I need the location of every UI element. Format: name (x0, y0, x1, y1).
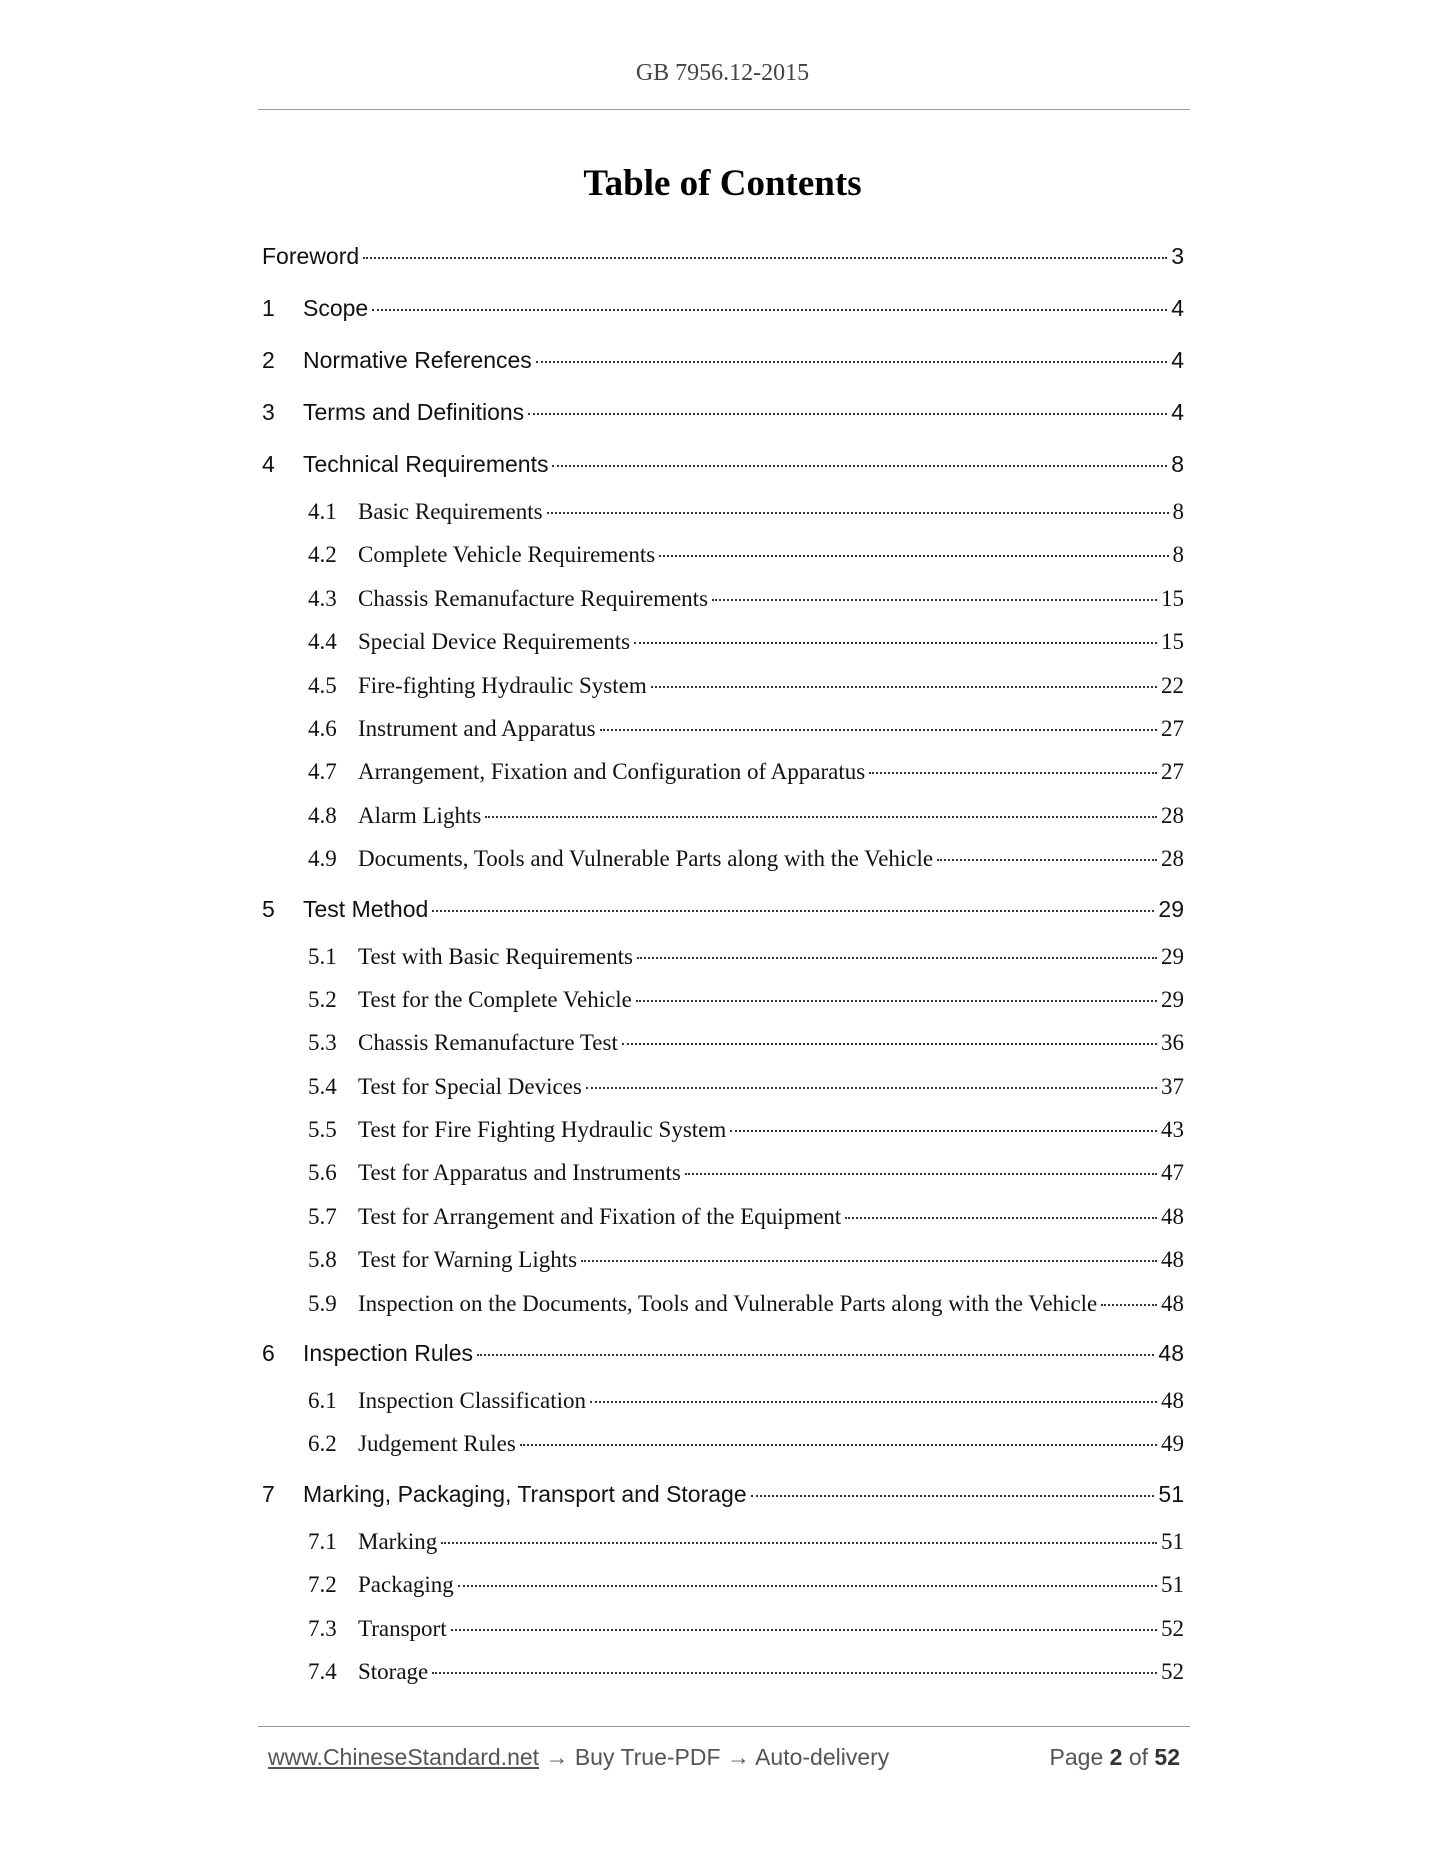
dot-leader (600, 728, 1157, 731)
toc-entry-title: Inspection on the Documents, Tools and Vulnerable Parts along with the Vehicle (358, 1290, 1098, 1316)
chinese-standard-link[interactable]: www.ChineseStandard.net (268, 1744, 540, 1770)
toc-entry-subsection[interactable] (262, 1282, 1184, 1325)
toc-entry-subsection[interactable] (262, 707, 1184, 750)
toc-entry-subsection[interactable] (262, 1520, 1184, 1563)
toc-entry-title: Arrangement, Fixation and Configuration of Apparatus (358, 759, 866, 785)
toc-entry-page: 8 (1172, 542, 1184, 568)
toc-entry-number: 1 (262, 295, 275, 321)
toc-entry-section[interactable] (262, 1468, 1184, 1520)
dot-leader (651, 685, 1157, 688)
dot-leader (659, 554, 1168, 557)
toc-entry-subsection[interactable] (262, 978, 1184, 1021)
toc-entry-subsection[interactable] (262, 1151, 1184, 1194)
toc-entry-page: 22 (1161, 672, 1184, 698)
toc-entry-title: Test Method (303, 895, 429, 922)
toc-entry-title: Fire-fighting Hydraulic System (358, 672, 647, 698)
toc-entry-title: Test for Warning Lights (358, 1247, 578, 1273)
toc-entry-number: 6 (262, 1340, 275, 1367)
dot-leader (520, 1443, 1157, 1446)
dot-leader (634, 641, 1157, 644)
dot-leader (581, 1259, 1157, 1262)
dot-leader (751, 1494, 1155, 1497)
toc-entry-page: 29 (1161, 986, 1184, 1012)
page-title: Table of Contents (583, 163, 862, 204)
toc-entry-subsection[interactable] (262, 1379, 1184, 1422)
toc-entry-page: 48 (1161, 1203, 1184, 1229)
page-indicator (1050, 1744, 1180, 1771)
dot-leader (547, 511, 1169, 514)
toc-entry-page: 52 (1161, 1658, 1184, 1684)
toc-entry-subsection[interactable] (262, 935, 1184, 978)
toc-entry-title: Instrument and Apparatus (358, 715, 596, 741)
dot-leader (636, 999, 1157, 1002)
toc-entry-page: 37 (1161, 1073, 1184, 1099)
toc-entry-title: Judgement Rules (358, 1431, 516, 1457)
toc-entry-number: 5.6 (308, 1160, 337, 1186)
toc-entry-title: Complete Vehicle Requirements (358, 542, 656, 568)
toc-entry-section[interactable] (262, 386, 1184, 438)
toc-entry-title: Inspection Classification (358, 1388, 587, 1414)
dot-leader (586, 1086, 1157, 1089)
toc-entry-title: Test for Apparatus and Instruments (358, 1160, 681, 1186)
toc-entry-number: 7.4 (308, 1658, 337, 1684)
toc-entry-section[interactable] (262, 230, 1184, 282)
toc-entry-number: 5.9 (308, 1290, 337, 1316)
toc-entry-page: 52 (1161, 1615, 1184, 1641)
dot-leader (477, 1353, 1154, 1356)
toc-entry-page: 51 (1158, 1480, 1184, 1507)
toc-entry-number: 5.2 (308, 986, 337, 1012)
toc-entry-number: 5.5 (308, 1117, 337, 1143)
toc-entry-page: 3 (1171, 243, 1184, 269)
toc-entry-page: 15 (1161, 629, 1184, 655)
toc-entry-number: 3 (262, 399, 275, 425)
toc-entry-subsection[interactable] (262, 620, 1184, 663)
toc-entry-page: 48 (1161, 1247, 1184, 1273)
toc-entry-subsection[interactable] (262, 1238, 1184, 1281)
toc-entry-title: Foreword (262, 243, 360, 269)
toc-entry-page: 48 (1161, 1388, 1184, 1414)
dot-leader (458, 1584, 1157, 1587)
toc-entry-subsection[interactable] (262, 490, 1184, 533)
toc-entry-title: Test with Basic Requirements (358, 943, 633, 969)
dot-leader (845, 1216, 1157, 1219)
toc-entry-title: Marking (358, 1528, 438, 1554)
toc-entry-page: 43 (1161, 1117, 1184, 1143)
toc-entry-title: Alarm Lights (358, 802, 482, 828)
dot-leader (637, 956, 1157, 959)
document-id-header: GB 7956.12-2015 (635, 60, 810, 86)
page-of-label: of (1128, 1744, 1149, 1770)
auto-delivery-text: Auto-delivery (755, 1744, 890, 1770)
dot-leader (363, 256, 1167, 259)
dot-leader (372, 308, 1167, 311)
toc-entry-title: Special Device Requirements (358, 629, 631, 655)
toc-entry-title: Packaging (358, 1572, 454, 1598)
toc-entry-page: 27 (1161, 759, 1184, 785)
toc-entry-number: 4.2 (308, 542, 337, 568)
toc-entry-title: Terms and Definitions (303, 399, 525, 425)
toc-entry-number: 4.5 (308, 672, 337, 698)
toc-entry-number: 7.2 (308, 1572, 337, 1598)
current-page-number: 2 (1109, 1744, 1123, 1770)
toc-entry-page: 27 (1161, 715, 1184, 741)
toc-entry-title: Chassis Remanufacture Test (358, 1030, 618, 1056)
total-pages-number: 52 (1154, 1744, 1180, 1770)
toc-entry-title: Chassis Remanufacture Requirements (358, 585, 709, 611)
toc-entry-title: Test for Fire Fighting Hydraulic System (358, 1117, 727, 1143)
toc-entry-page: 29 (1161, 943, 1184, 969)
toc-entry-page: 49 (1161, 1431, 1184, 1457)
toc-entry-number: 7 (262, 1480, 275, 1507)
toc-entry-page: 29 (1158, 895, 1184, 922)
toc-entry-title: Test for Special Devices (358, 1073, 582, 1099)
dot-leader (712, 598, 1157, 601)
toc-entry-subsection[interactable] (262, 1065, 1184, 1108)
toc-entry-number: 5.3 (308, 1030, 337, 1056)
buy-true-pdf-text: Buy True-PDF (574, 1744, 721, 1770)
toc-entry-title: Test for the Complete Vehicle (358, 986, 632, 1012)
header-divider (258, 109, 1190, 110)
toc-entry-page: 48 (1161, 1290, 1184, 1316)
toc-entry-number: 4.8 (308, 802, 337, 828)
toc-entry-page: 36 (1161, 1030, 1184, 1056)
dot-leader (730, 1129, 1157, 1132)
dot-leader (590, 1400, 1157, 1403)
toc-entry-page: 28 (1161, 846, 1184, 872)
dot-leader (1101, 1303, 1157, 1306)
page-label: Page (1049, 1744, 1104, 1770)
toc-entry-page: 48 (1158, 1340, 1184, 1367)
toc-entry-title: Marking, Packaging, Transport and Storage (303, 1480, 747, 1507)
toc-entry-page: 8 (1172, 499, 1184, 524)
toc-entry-subsection[interactable] (262, 1650, 1184, 1693)
toc-entry-subsection[interactable] (262, 664, 1184, 707)
toc-entry-number: 4.4 (308, 629, 337, 655)
toc-entry-subsection[interactable] (262, 837, 1184, 880)
toc-entry-subsection[interactable] (262, 1607, 1184, 1650)
toc-entry-number: 4.1 (308, 499, 337, 524)
toc-entry-subsection[interactable] (262, 1195, 1184, 1238)
footer-links (268, 1744, 889, 1771)
toc-entry-number: 7.1 (308, 1528, 337, 1554)
toc-entry-page: 28 (1161, 802, 1184, 828)
toc-entry-number: 4.7 (308, 759, 337, 785)
dot-leader (485, 815, 1157, 818)
toc-entry-number: 4.9 (308, 846, 337, 872)
toc-entry-subsection[interactable] (262, 1108, 1184, 1151)
toc-entry-page: 15 (1161, 585, 1184, 611)
toc-entry-subsection[interactable] (262, 750, 1184, 793)
dot-leader (685, 1172, 1157, 1175)
toc-entry-title: Test for Arrangement and Fixation of the Equipment (358, 1203, 842, 1229)
dot-leader (937, 858, 1157, 861)
toc-entry-subsection[interactable] (262, 533, 1184, 576)
toc-entry-page: 51 (1161, 1572, 1184, 1598)
dot-leader (528, 412, 1167, 415)
toc-entry-number: 5.1 (308, 943, 337, 969)
toc-entry-subsection[interactable] (262, 1021, 1184, 1064)
toc-entry-page: 47 (1161, 1160, 1184, 1186)
toc-entry-title: Inspection Rules (303, 1340, 474, 1367)
page-footer (268, 1744, 1180, 1771)
dot-leader (432, 1671, 1157, 1674)
arrow-icon: → (726, 1744, 750, 1770)
toc-entry-number: 5.7 (308, 1203, 337, 1229)
toc-entry-title: Transport (358, 1615, 447, 1641)
toc-entry-number: 4.6 (308, 715, 337, 741)
toc-entry-number: 5.4 (308, 1073, 337, 1099)
toc-entry-title: Basic Requirements (358, 499, 543, 524)
toc-entry-section[interactable] (262, 282, 1184, 334)
toc-entry-subsection[interactable] (262, 1422, 1184, 1465)
toc-entry-section[interactable] (262, 883, 1184, 935)
arrow-icon: → (545, 1744, 569, 1770)
toc-entry-page: 4 (1171, 347, 1184, 373)
toc-entry-number: 2 (262, 347, 275, 373)
toc-entry-number: 5.8 (308, 1247, 337, 1273)
toc-entry-subsection[interactable] (262, 1563, 1184, 1606)
dot-leader (536, 360, 1167, 363)
toc-entry-title: Normative References (303, 347, 532, 373)
toc-entry-number: 7.3 (308, 1615, 337, 1641)
toc-entry-page: 51 (1161, 1528, 1184, 1554)
toc-entry-title: Storage (358, 1658, 429, 1684)
toc-entry-section[interactable] (262, 1327, 1184, 1379)
toc-entry-number: 6.1 (308, 1388, 337, 1414)
dot-leader (451, 1628, 1157, 1631)
footer-divider (258, 1726, 1190, 1727)
toc-entry-title: Documents, Tools and Vulnerable Parts along with the Vehicle (358, 846, 934, 872)
dot-leader (552, 464, 1167, 467)
dot-leader (441, 1541, 1157, 1544)
toc-entry-title: Scope (303, 295, 369, 321)
toc-entry-number: 6.2 (308, 1431, 337, 1457)
table-of-contents (262, 230, 1184, 1693)
toc-entry-title: Technical Requirements (303, 451, 549, 477)
dot-leader (869, 771, 1157, 774)
toc-entry-number: 5 (262, 895, 275, 922)
toc-entry-section[interactable] (262, 334, 1184, 386)
toc-entry-page: 4 (1171, 399, 1184, 425)
toc-entry-number: 4.3 (308, 585, 337, 611)
toc-entry-page: 8 (1171, 451, 1184, 477)
toc-entry-subsection[interactable] (262, 577, 1184, 620)
dot-leader (622, 1042, 1157, 1045)
toc-entry-number: 4 (262, 451, 275, 477)
dot-leader (432, 909, 1154, 912)
toc-entry-section[interactable] (262, 438, 1184, 490)
toc-entry-page: 4 (1171, 295, 1184, 321)
toc-entry-subsection[interactable] (262, 794, 1184, 837)
